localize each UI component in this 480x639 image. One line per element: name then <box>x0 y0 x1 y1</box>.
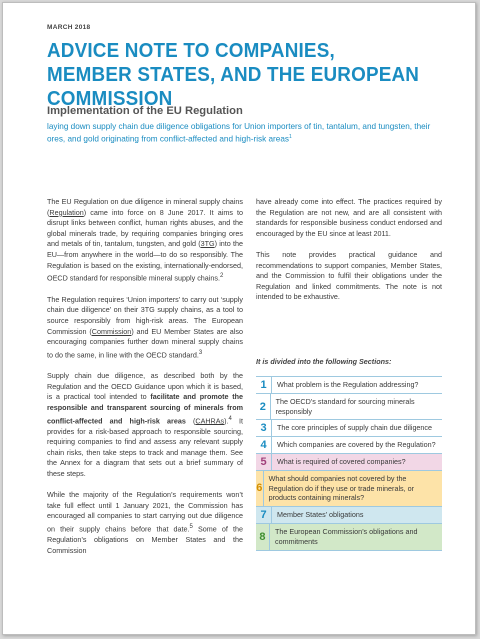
right-column <box>256 197 442 314</box>
document-title: ADVICE NOTE TO COMPANIES, MEMBER STATES, AND THE EUROPEAN COMMISSION <box>47 39 420 110</box>
section-number: 6 <box>256 471 264 506</box>
paragraph: The Regulation requires ‘Union importers’ to carry out ‘supply chain due diligence’ on their 3TG supply chains, as a tool to source responsibly from high-risk areas. The European Commission (Commission) and EU Member States are also encouraging companies further down mineral supply chains to do the same, in line with the OECD standard.$^3$ <box>47 294 243 360</box>
section-item-4[interactable] <box>256 437 442 454</box>
paragraph: This note provides practical guidance and recommendations to support companies, Member States, and the Commission to fulfil their obligations under the Regulation and linked commitments. The note is not intended to be exhaustive. <box>256 249 442 302</box>
section-number: 3 <box>256 420 272 436</box>
sections-heading: It is divided into the following Sections: <box>256 357 392 366</box>
section-number: 4 <box>256 437 272 453</box>
left-column <box>47 197 243 567</box>
section-title: The OECD’s standard for sourcing minerals responsibly <box>275 396 415 416</box>
sections-list <box>256 376 442 551</box>
section-title: The core principles of supply chain due diligence <box>277 423 433 433</box>
section-item-2[interactable] <box>256 394 442 421</box>
section-number: 8 <box>256 524 270 550</box>
footnote-ref: 3 <box>198 349 203 356</box>
section-number: 1 <box>256 377 272 393</box>
section-title: Which companies are covered by the Regulation? <box>277 440 436 450</box>
publication-date: MARCH 2018 <box>47 24 91 31</box>
section-item-6[interactable] <box>256 471 442 507</box>
section-number: 7 <box>256 507 272 523</box>
footnote-ref: 2 <box>219 273 224 280</box>
section-title: What is required of covered companies? <box>277 456 406 466</box>
3tg-link[interactable]: 3TG <box>200 239 215 249</box>
section-number: 2 <box>256 394 271 420</box>
footnote-ref: 1 <box>288 134 292 140</box>
paragraph: Supply chain due diligence, as described both by the Regulation and the OECD Guidance upon which it is based, is a practical tool intended to facilitate and promote the responsible and transparent sourcing of minerals from conflict-affected and high-risk areas (CAHRAs).$^4$ It provides for a risk-based approach to responsible sourcing, requiring companies to find and assess any relevant supply chain risks, then take steps to track and manage them. See the Annex for a diagram that sets out a brief summary of these steps. <box>47 371 244 479</box>
paragraph: The EU Regulation on due diligence in mineral supply chains (Regulation) came into force on 8 June 2017. It aims to disrupt links between conflict, human rights abuses, and the global minerals trade, by requiring companies bringing ores and metals of tin, tantalum, tungsten, and gold (3TG) into the EU—from anywhere in the world—to do so responsibly. The Regulation is based on the existing, internationally-endorsed, OECD standard for responsible mineral supply chains.$^2$ <box>47 197 243 283</box>
section-item-8[interactable] <box>256 524 442 551</box>
document-page <box>2 2 476 635</box>
regulation-link[interactable]: Regulation <box>49 207 84 217</box>
cahras-link[interactable]: CAHRAs <box>195 416 225 426</box>
section-item-5[interactable] <box>256 454 442 471</box>
section-title: Member States’ obligations <box>277 510 364 520</box>
section-item-3[interactable] <box>256 420 442 437</box>
document-subtitle: Implementation of the EU Regulation <box>47 105 243 117</box>
section-item-1[interactable] <box>256 377 442 394</box>
section-item-7[interactable] <box>256 507 442 524</box>
section-title: What should companies not covered by the Regulation do if they use or trade minerals, or products containing minerals? <box>268 473 415 503</box>
commission-link[interactable]: Commission <box>91 326 132 336</box>
section-title: The European Commission’s obligations and commitments <box>274 526 418 546</box>
footnote-ref: 5 <box>189 523 193 530</box>
paragraph: While the majority of the Regulation’s requirements won’t take full effect until 1 January 2021, the Commission has encouraged all companies to start carrying out due diligence on their supply chains before that date.$^5$ Some of the Regulation’s obligations on Member States and the Commission <box>47 490 243 555</box>
subtitle-detail: laying down supply chain due diligence obligations for Union importers of tin, tantalum, and tungsten, their ores, and gold originating from conflict-affected and high-risk areas$^1$ <box>47 122 431 144</box>
footnote-ref: 4 <box>228 415 232 422</box>
section-title: What problem is the Regulation addressing? <box>277 380 419 389</box>
section-number: 5 <box>256 454 272 470</box>
paragraph: have already come into effect. The practices required by the Regulation are not new, and are all consistent with standards for responsible business conduct endorsed and encouraged by the EU since at least 2011. <box>256 197 442 238</box>
